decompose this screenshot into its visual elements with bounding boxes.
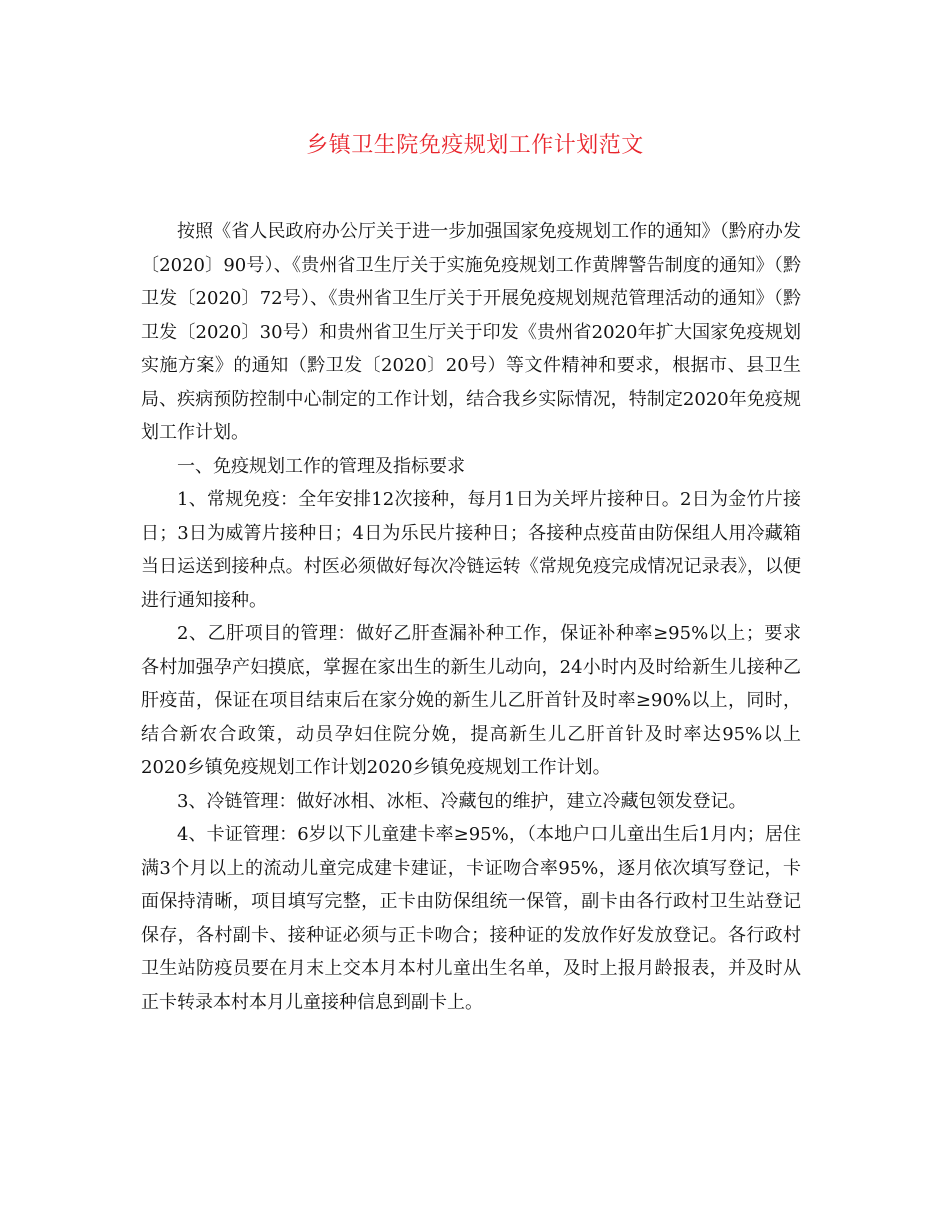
paragraph-intro: 按照《省人民政府办公厅关于进一步加强国家免疫规划工作的通知》（黔府办发〔2020〕90号）、《贵州省卫生厅关于实施免疫规划工作黄牌警告制度的通知》（黔卫发〔2020〕72号）、《贵州省卫生厅关于开展免疫规划规范管理活动的通知》（黔卫发〔2020〕30号）和贵州省卫生厅关于印发《贵州省2020年扩大国家免疫规划实施方案》的通知（黔卫发〔2020〕20号）等文件精神和要求，根据市、县卫生局、疾病预防控制中心制定的工作计划，结合我乡实际情况，特制定2020年免疫规划工作计划。	[141, 221, 801, 443]
paragraph-card-management: 4、卡证管理：6岁以下儿童建卡率≥95%，（本地户口儿童出生后1月内；居住满3个月以上的流动儿童完成建卡建证，卡证吻合率95%，逐月依次填写登记，卡面保持清晰，项目填写完整，正卡由防保组统一保管，副卡由各行政村卫生站登记保存，各村副卡、接种证必须与正卡吻合；接种证的发放作好发放登记。各行政村卫生站防疫员要在月末上交本月本村儿童出生名单，及时上报月龄报表，并及时从正卡转录本村本月儿童接种信息到副卡上。	[141, 824, 801, 1013]
paragraph-cold-chain: 3、冷链管理：做好冰相、冰柜、冷藏包的维护，建立冷藏包领发登记。	[177, 790, 747, 812]
section-heading: 一、免疫规划工作的管理及指标要求	[177, 455, 465, 477]
document-title: 乡镇卫生院免疫规划工作计划范文	[306, 133, 644, 158]
paragraph-hepatitis-b: 2、乙肝项目的管理：做好乙肝查漏补种工作，保证补种率≥95%以上；要求各村加强孕产妇摸底，掌握在家出生的新生儿动向，24小时内及时给新生儿接种乙肝疫苗，保证在项目结束后在家分娩的新生儿乙肝首针及时率≥90%以上，同时，结合新农合政策，动员孕妇住院分娩，提高新生儿乙肝首针及时率达95%以上2020乡镇免疫规划工作计划2020乡镇免疫规划工作计划。	[141, 623, 801, 778]
document-body	[141, 215, 801, 1019]
paragraph-routine-immunization: 1、常规免疫：全年安排12次接种，每月1日为关坪片接种日。2日为金竹片接日；3日为威箐片接种日；4日为乐民片接种日；各接种点疫苗由防保组人用冷藏箱当日运送到接种点。村医必须做好每次冷链运转《常规免疫完成情况记录表》，以便进行通知接种。	[141, 489, 801, 611]
